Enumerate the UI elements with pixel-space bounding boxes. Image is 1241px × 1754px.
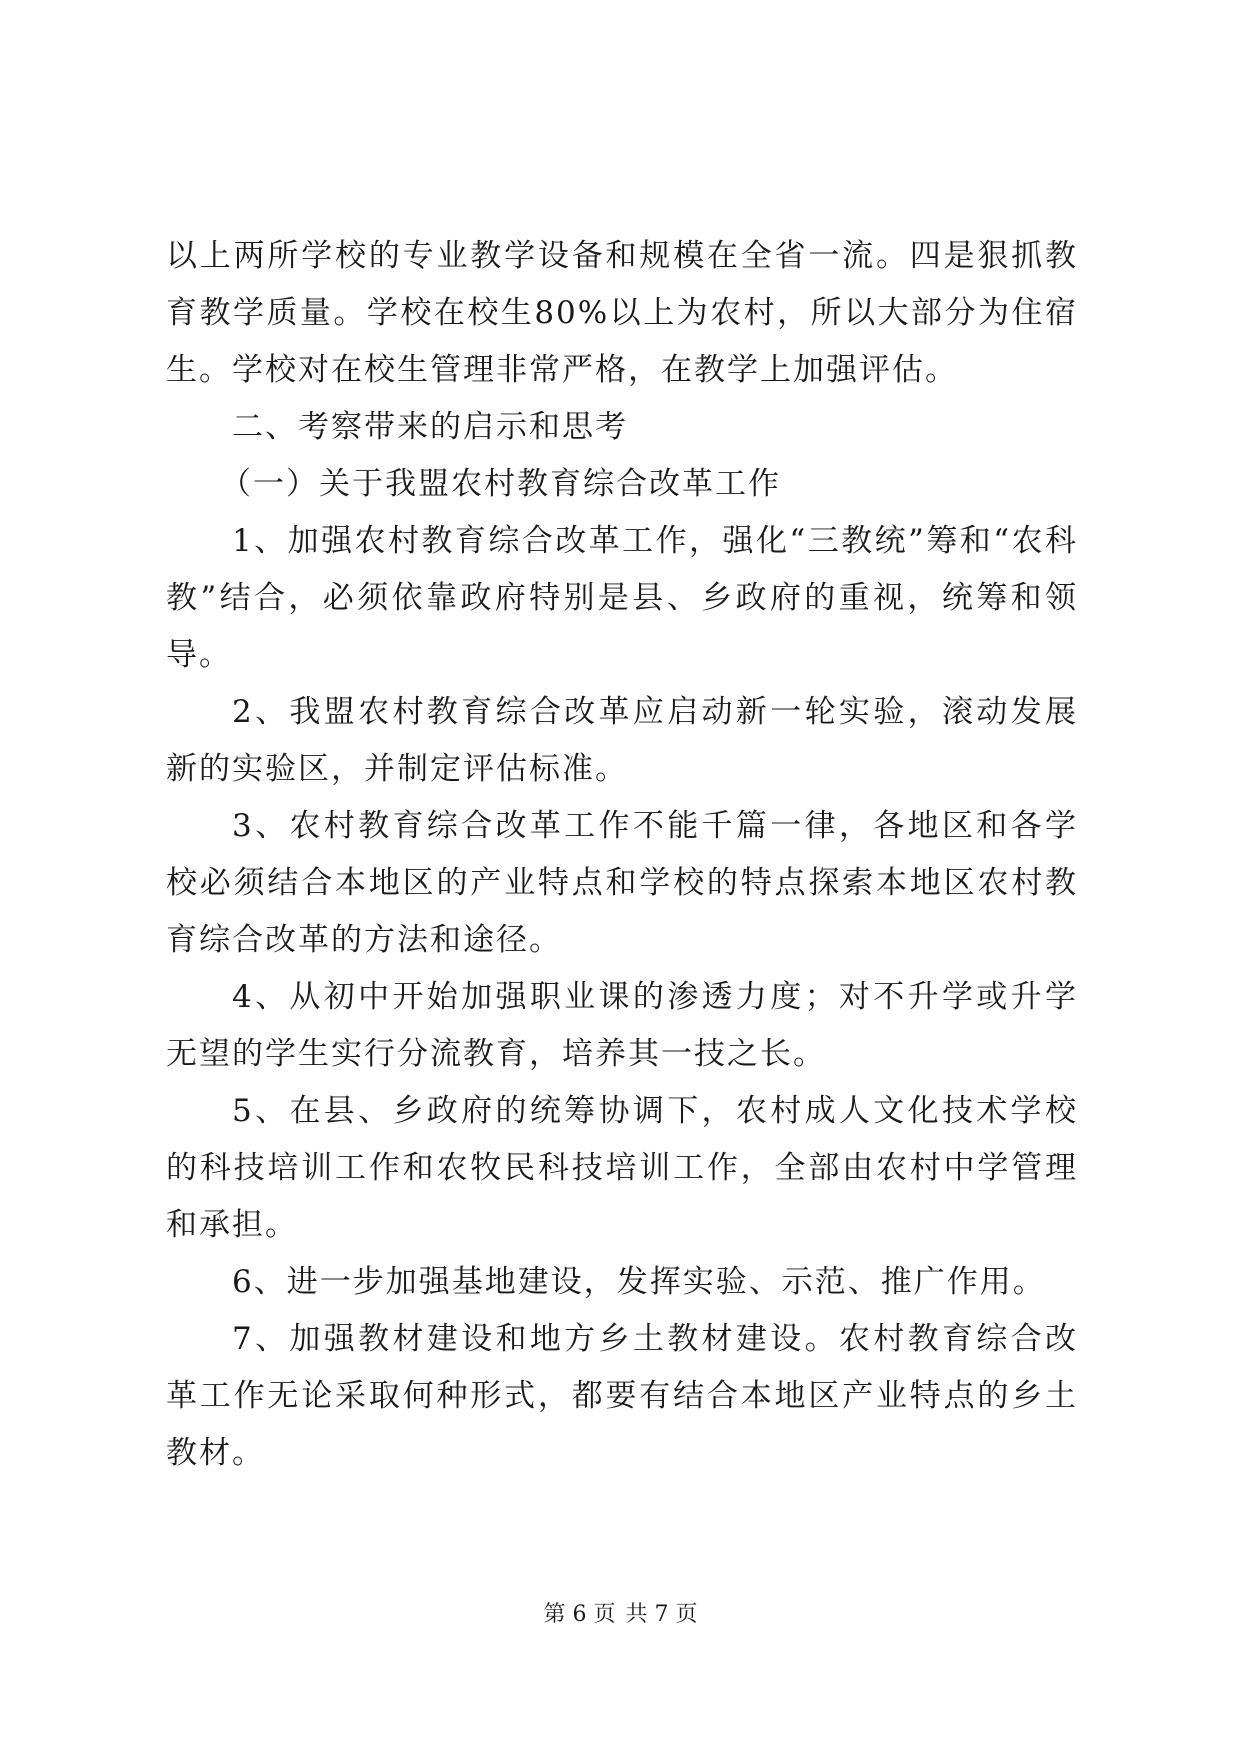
subsection-heading: （一）关于我盟农村教育综合改革工作 [220, 466, 781, 502]
list-item-6: 6、进一步加强基地建设，发挥实验、示范、推广作用。 [232, 1264, 1046, 1300]
list-item-5: 5、在县、乡政府的统筹协调下，农村成人文化技术学校的科技培训工作和农牧民科技培训工作，全部由农村中学管理和承担。 [166, 1093, 1078, 1243]
list-item-4: 4、从初中开始加强职业课的渗透力度；对不升学或升学无望的学生实行分流教育，培养其一技之长。 [166, 979, 1078, 1072]
page-number-total: 共 7 页 [625, 1602, 698, 1627]
section-heading: 二、考察带来的启示和思考 [232, 409, 628, 445]
list-item-1: 1、加强农村教育综合改革工作，强化“三教统”筹和“农科教”结合，必须依靠政府特别是县、乡政府的重视，统筹和领导。 [166, 523, 1078, 673]
page-number-current: 第 6 页 [543, 1602, 616, 1627]
document-body [166, 228, 1078, 1482]
list-item-7: 7、加强教材建设和地方乡土教材建设。农村教育综合改革工作无论采取何种形式，都要有结合本地区产业特点的乡土教材。 [166, 1321, 1078, 1471]
paragraph-continuation: 以上两所学校的专业教学设备和规模在全省一流。四是狠抓教育教学质量。学校在校生80%以上为农村，所以大部分为住宿生。学校对在校生管理非常严格，在教学上加强评估。 [166, 238, 1078, 388]
list-item-3: 3、农村教育综合改革工作不能千篇一律，各地区和各学校必须结合本地区的产业特点和学校的特点探索本地区农村教育综合改革的方法和途径。 [166, 808, 1078, 958]
page-footer [0, 1600, 1241, 1630]
list-item-2: 2、我盟农村教育综合改革应启动新一轮实验，滚动发展新的实验区，并制定评估标准。 [166, 694, 1078, 787]
